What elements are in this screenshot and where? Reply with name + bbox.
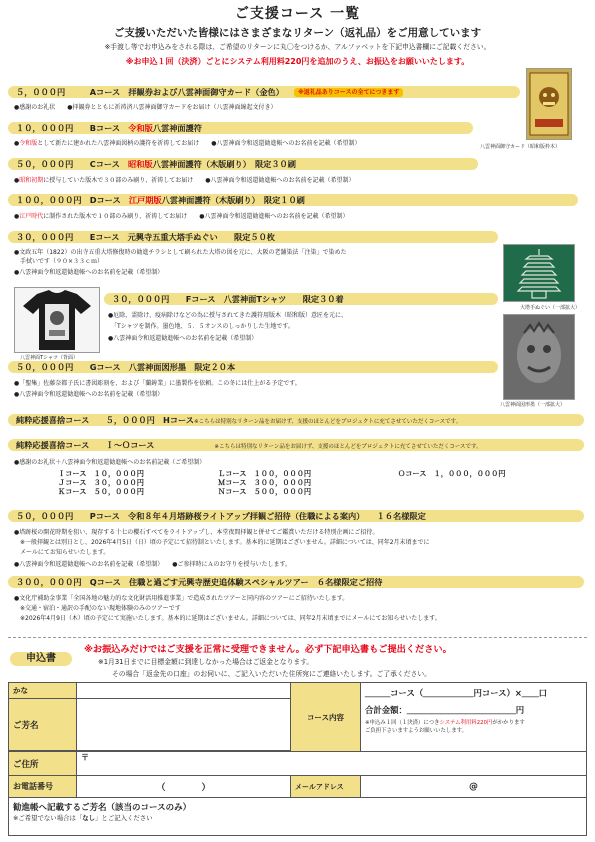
system-fee-note: ※お申込１回（決済）ごとにシステム利用料220円を追加のうえ、お振込をお願いいたします。 [125,57,470,66]
intro-note: ※手渡し等でお申込みをされる際は、ご希望のリターンに丸〇をつけるか、アルファベットを下記申込書欄にご記載ください。 [104,43,491,51]
kana-field[interactable] [77,683,291,699]
bullet: ● [14,213,20,220]
address-field[interactable]: 〒 [77,752,587,776]
total-line: 合計金額：＿＿＿＿＿＿＿＿＿＿＿＿＿円 [365,705,525,715]
course-a-detail: ●感謝のお礼状 ●拝観券とともに祈祷済八雲神面御守カードをお届け（八雲神面線起文付き） [14,104,277,111]
course-io-detail: ●感謝のお礼状＋八雲神面令和返還勧進帳へのお名前記載（ご希望制） [14,459,206,466]
course-p-detail-3: メールにてお知らせいたします。 [14,549,110,556]
kanjin-note-text-2: 」とご記入ください [95,814,153,822]
kanjin-note [13,813,582,822]
address-label: ご住所 [9,752,77,776]
form-heading: 申込書 [10,652,72,666]
course-a-badge: ※返礼品ありコースの全てにつきます [294,88,403,97]
form-notice: ※お振込みだけではご支援を正常に受理できません。必ず下記申込書もご提出ください。 [84,644,452,655]
phone-field[interactable]: （ ） [77,776,291,798]
kana-label: かな [9,683,77,699]
name-field[interactable] [77,699,291,751]
course-c-price: ５０，０００円 Cコース [16,159,129,169]
name-label: ご芳名 [9,699,77,751]
course-d-price: １００，０００円 Dコース [16,195,129,205]
course-c-bar [8,158,478,170]
price-row [58,487,538,496]
ink-stick-image [503,314,575,400]
tshirt-image [14,287,100,353]
system-fee-line-2: ご負担下さいますようお願いいたします。 [365,728,467,734]
tshirt-caption: 八雲神面Tシャツ（背面） [20,355,78,361]
price-cell: Ｊコース ３０，０００円 [58,478,144,487]
course-g-detail-2: ●八雲神面令和返還勧進帳へのお名前を記載（希望制） [14,391,164,398]
course-b-bar [8,122,473,134]
bullet: ● [14,140,20,147]
course-a-title: ５，０００円 Aコース 拝観券および八雲神面御守カード（金色） [16,87,284,97]
course-q-detail-1: ●文化庁補助金事業「全国各地の魅力的な文化財活用推進事業」で造成されたツアーと同内容のツアーにご招待いたします。 [14,595,349,602]
course-p-detail-4: ●八雲神面令和返還勧進帳へのお名前を記載（希望制） ●ご参拝時にＡのお守りを授与いたします。 [14,561,291,568]
mask-relief-icon [504,315,574,399]
demon-mask-icon [527,69,571,139]
course-c-era: 昭和初期 [19,177,44,184]
course-d-bar [8,194,578,206]
course-f-detail-1: ●厄除、霊除け、疫病除けなどの為に授与されてきた護符用版木（昭和版）意匠を元に、 [108,312,347,319]
course-io-bar [8,439,584,451]
course-q-detail-2: ※交通・宿泊・通訳の手配のない現地体験のみのツアーです [14,605,181,612]
course-e-detail-3: ●八雲神面令和返還勧進帳へのお名前を記載（希望制） [14,269,164,276]
course-d-era: 江戸時代 [19,213,44,220]
course-c-text: に授与していた版木で３０部のみ刷り、祈祷してお届け ●八雲神面令和返還勧進帳へのお名前を記載（希望制） [43,177,355,184]
tshirt-icon [15,288,99,352]
kanjin-note-text: ※ご希望でない場合は「 [13,814,83,822]
course-c-name: 八雲神面護符（木版刷り） 限定３０刷 [152,159,296,169]
course-b-name: 八雲神面護符 [152,123,202,133]
course-h-note: ※こちらは特別なリターン品をお届けず、支援のほとんどをプロジェクトに充てさせていただくコースです。 [193,419,462,425]
course-p-detail-1: ●塔跡桜の開花時期を狙い、現存する十七の櫻石すべてをライトアップし、本堂夜間拝観と併せてご鑑賞いただける特別企画にご招待。 [14,529,379,536]
price-row [58,469,538,478]
system-fee-line [365,719,582,727]
pagoda-icon [504,245,574,301]
course-b-tag: 令和版 [128,123,153,133]
price-cell: Ｏコース １，０００，０００円 [398,469,506,478]
course-io-price-table [58,469,538,496]
course-d-tag: 江戸期版 [128,195,162,205]
course-io-title: 純粋応援喜捨コース Ｉ～Ｏコース [16,440,155,450]
intro-heading: ご支援いただいた皆様にはさまざまなリターン（返礼品）をご用意しています [113,27,482,39]
page-title: ご支援コース 一覧 [234,6,361,22]
system-fee-text-2: がかかります [492,720,525,726]
course-f-detail-3: ●八雲神面令和返還勧進帳へのお名前を記載（希望制） [108,335,258,342]
form-refund-note: ※1月31日までに目標金額に到達しなかった場合はご返金となります。 [98,658,314,666]
system-fee-amount: システム利用料220円 [439,720,493,726]
tenugui-image [503,244,575,302]
price-cell: Ｌコース １００，０００円 [218,469,312,478]
kanjin-name-field[interactable] [9,798,587,836]
price-cell: Ｋコース ５０，０００円 [58,487,144,496]
course-d-text: に制作された版木で１０部のみ刷り、祈祷してお届け ●八雲神面令和返還勧進帳へのお名前を記載（希望制） [43,213,349,220]
course-f-bar: ３０，０００円 Fコース 八雲神面Tシャツ 限定３０着 [104,293,498,305]
course-q-bar: ３００，０００円 Qコース 住職と過ごす元興寺歴史追体験スペシャルツアー ６名様限定ご招待 [8,576,584,588]
course-line: ＿＿＿コース（＿＿＿＿＿＿円コース）×＿＿口 [365,688,548,698]
course-b-detail [14,140,361,148]
course-h-bar [8,414,584,426]
course-b-price: １０，０００円 Bコース [16,123,129,133]
course-p-bar: ５０，０００円 Pコース 令和８年４月塔跡桜ライトアップ拝観ご招待（住職による案内） １６名様限定 [8,510,584,522]
kanjin-title: 勧進帳へ記載するご芳名（該当のコースのみ） [13,803,192,813]
price-row [58,478,538,487]
course-e-detail-1: ●文政五年（1822）の出寺五重大塔修復時の勧進チラシとして刷られた大塔の図を元に、大阪の老舗染法「注染」で染めた [14,249,347,256]
price-cell: Ｉコース １０，０００円 [58,469,144,478]
kanjin-note-none: なし [82,814,96,822]
course-d-name: 八雲神面護符（木版刷り） 限定１０刷 [161,195,305,205]
course-io-note: ※こちらは特別なリターン品をお届けず、支援のほとんどをプロジェクトに充てさせていただくコースです。 [214,444,482,450]
email-label: メールアドレス [291,776,361,798]
cut-line [8,637,587,638]
phone-label: お電話番号 [9,776,77,798]
omamori-card-image [526,68,572,140]
application-form [8,682,587,836]
course-c-tag: 昭和版 [128,159,153,169]
course-d-detail [14,213,349,221]
course-b-era: 令和版 [19,140,38,147]
course-b-text: として新たに建かれた八雲神面図柄の護符を祈祷してお届け ●八雲神面令和返還勧進帳へのお名前を記載（希望制） [37,140,361,147]
course-e-detail-2: 手拭いです（９０×３３ｃｍ） [14,258,104,265]
bullet: ● [14,177,20,184]
course-h-title: 純粋応援喜捨コース ５，０００円 Hコース [16,415,194,425]
tenugui-caption: 大塔手ぬぐい（一部拡大） [520,305,581,311]
course-p-detail-2: ※一般拝観とは別日とし、2026年4月5日（日）頃の予定にて招待制といたします。基本的に延期はございません。詳細については、同年2月末頃までに [14,539,430,546]
ink-stick-caption: 八雲神面図形墨（一部拡大） [500,402,566,408]
form-refund-note-2: その場合「返金先の口座」のお伺いに、ご記入いただいた住所宛にご連絡いたします。ご了承ください。 [112,670,431,678]
course-e-bar: ３０，０００円 Eコース 元興寺五重大塔手ぬぐい 限定５０枚 [8,231,498,243]
course-label: コース内容 [291,683,361,752]
price-cell: Ｍコース ３００，０００円 [218,478,312,487]
course-g-detail-1: ●「聖集」佐藤奈都子氏に書図彫刻を、および「蘭鋳業」に墨製作を依頼。この冬には仕上がる予定です。 [14,380,301,387]
email-field[interactable]: @ [361,776,587,798]
course-g-bar: ５０，０００円 Gコース 八雲神面図形墨 限定２０本 [8,361,498,373]
course-q-detail-3: ※2026年4月9日（木）頃の予定にて実施いたします。基本的に延期はございません。詳細については、同年2月末頃までにメールにてお知らせいたします。 [14,615,441,622]
course-a-bar [8,86,520,98]
course-f-detail-2: 「Tシャツを制作。墨色地、５．５オンスのしっかりした生地です。 [108,323,294,330]
course-field[interactable] [361,683,587,752]
course-c-detail [14,177,355,185]
price-cell: Ｎコース ５００，０００円 [218,487,312,496]
card-caption: 八雲神面御守カード（昭和版枠木） [480,144,561,150]
system-fee-text: ※申込み１回（１決済）につき [365,720,440,726]
